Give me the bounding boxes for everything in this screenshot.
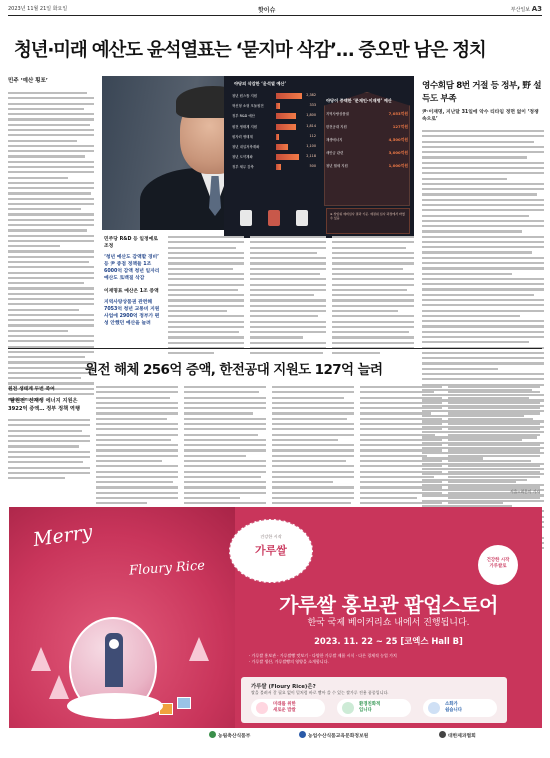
header-page-number: A3 bbox=[531, 5, 542, 13]
infographic-icons bbox=[240, 210, 308, 226]
infographic-left-title: 야당의 삭감한 ‘윤석열 예산’ bbox=[234, 81, 287, 86]
infographic-left-row bbox=[232, 153, 316, 162]
article-column-4 bbox=[250, 236, 326, 343]
tree-icon bbox=[49, 675, 69, 699]
gift-icon bbox=[177, 697, 191, 709]
ad-notes bbox=[249, 653, 539, 665]
article-subhead-2: ‘청년 예산도 감액할 경비’ 등 尹 중점 정책들 1조6000억 감액 청년 일자리 예산도 토백질 삭감 bbox=[104, 255, 160, 281]
story2-column-2-text bbox=[96, 386, 178, 515]
story2-column-3 bbox=[184, 386, 266, 498]
infographic-right-row bbox=[326, 121, 408, 134]
right-column-headline: 영수회담 8번 거절 등 정부, 野 설득도 부족 bbox=[422, 81, 542, 104]
ad-subtitle: 한국 국제 베이커리쇼 내에서 진행됩니다. bbox=[307, 618, 470, 628]
article-subhead-3: 이재명표 예산은 1조 증액 bbox=[104, 289, 159, 294]
infographic-left-label: 청년 원스톱 지원 bbox=[232, 94, 258, 98]
article-column-2 bbox=[104, 236, 160, 343]
infographic-left-row bbox=[232, 92, 316, 101]
infographic-left-value: 2,118 bbox=[306, 154, 316, 159]
infographic-left-label: 청년 내일저축계좌 bbox=[232, 144, 260, 149]
ad-floury-rice-script: Floury Rice bbox=[128, 558, 206, 579]
infographic-left-label: 원자력 생태계 bbox=[232, 134, 253, 139]
infographic-left-value: 333 bbox=[309, 103, 316, 108]
infographic-left-bar bbox=[276, 164, 281, 170]
ad-logo-line1: 건강한 시작 bbox=[260, 534, 282, 539]
infographic-right-row bbox=[326, 160, 408, 173]
infographic-left-row bbox=[232, 143, 316, 152]
lead-column bbox=[8, 76, 94, 401]
infographic-left-bar bbox=[276, 154, 299, 160]
infographic-left-row bbox=[232, 123, 316, 132]
ad-note-line: · 가루쌀 생산, 가루쌀빵의 영양을 소개합니다. bbox=[249, 659, 329, 664]
story2-column-5 bbox=[360, 386, 442, 498]
sponsor-epis bbox=[299, 731, 368, 739]
sponsor-logo-icon bbox=[209, 731, 216, 738]
ad-pill-label: 환경친화적 입니다 bbox=[359, 702, 381, 713]
infographic-left-label: 청년 도약계좌 bbox=[232, 155, 253, 160]
ad-pill-eco bbox=[337, 699, 411, 717]
header-date: 2023년 11월 21일 화요일 bbox=[8, 6, 68, 12]
story2-column-5-text bbox=[360, 386, 442, 515]
story2-column-6-text bbox=[448, 386, 540, 504]
snow-globe-base bbox=[67, 693, 163, 719]
main-headline: 청년·미래 예산도 윤석열표는 ‘묻지마 삭감’… 증오만 남은 정치 bbox=[14, 40, 486, 61]
sponsor-logo-icon bbox=[299, 731, 306, 738]
ad-panel-sub: 쌀을 불려서 갈 필요 없이 밀처럼 바로 빻아 쓸 수 있는 쌀가루 전용 품종입니다. bbox=[251, 690, 389, 695]
rice-icon bbox=[256, 702, 268, 714]
ad-date: 2023. 11. 22 ~ 25 [코엑스 Hall B] bbox=[314, 636, 463, 646]
story2-column-6 bbox=[448, 386, 540, 498]
infographic-left-label: 혁신형 소형 모듈원전 bbox=[232, 104, 264, 109]
infographic-left-row bbox=[232, 163, 316, 172]
infographic-note: ※ 상임위 예비심사 결과 기준. 예결위 심사 과정에서 바뀔 수 있음 bbox=[330, 212, 405, 221]
leaf-icon bbox=[342, 702, 354, 714]
story2-column-2 bbox=[96, 386, 178, 498]
infographic-left-value: 1,100 bbox=[306, 143, 316, 148]
infographic-left-bar bbox=[276, 103, 280, 109]
ad-badge bbox=[478, 545, 518, 585]
ad-merry-script: Merry bbox=[31, 520, 94, 552]
ad-title: 가루쌀 홍보관 팝업스토어 bbox=[279, 593, 498, 617]
sponsor-bakery-assoc bbox=[439, 731, 476, 739]
article-column-5 bbox=[332, 236, 414, 343]
story2-column-4 bbox=[272, 386, 354, 498]
clock-icon bbox=[109, 639, 119, 649]
story2-byline: 서울=최은미 기자 bbox=[509, 489, 540, 494]
tree-icon bbox=[189, 637, 209, 661]
sponsor-name: 대한제과협회 bbox=[448, 734, 476, 739]
infographic-right-row bbox=[326, 108, 408, 121]
header-rule bbox=[8, 15, 542, 16]
article-column-3 bbox=[168, 236, 244, 343]
ad-sponsor-bar bbox=[9, 728, 542, 742]
infographic-left-label: 정부 R&D 예산 bbox=[232, 114, 255, 119]
infographic-left-value: 500 bbox=[309, 164, 316, 169]
budget-infographic bbox=[224, 76, 414, 238]
sponsor-name: 농업수산식품교육문화정보원 bbox=[308, 734, 369, 739]
infographic-right-value: 7,053억원 bbox=[388, 111, 408, 116]
infographic-left-bar bbox=[276, 93, 302, 99]
story2-column-4-text bbox=[272, 386, 354, 515]
article-column-3-text bbox=[168, 236, 244, 354]
article-column-4-text bbox=[250, 236, 326, 354]
ad-logo-circle bbox=[229, 519, 313, 583]
article-subhead-4: 지역사랑상품권 관련해 7053억 청년 교통비 지원 사업에 2900억 정부가 편성 안했던 예산을 늘려 bbox=[104, 300, 160, 326]
infographic-left-value: 112 bbox=[309, 133, 316, 138]
sponsor-logo-icon bbox=[439, 731, 446, 738]
right-column-sub: 尹·이재명, 지난달 31일에 악수 티타임 정면 없이 ‘정쟁 속으로’ bbox=[422, 110, 539, 122]
infographic-left-bar bbox=[276, 134, 279, 140]
infographic-left-list bbox=[232, 92, 316, 174]
page-header bbox=[8, 5, 542, 15]
tree-icon bbox=[31, 647, 51, 671]
document-icon bbox=[296, 210, 308, 226]
story2-kicker-sub: ‘탈원전’ 신재생 에너지 지원은 3922억 증액… 정부 정책 역행 bbox=[8, 398, 80, 412]
infographic-right-value: 4,500억원 bbox=[388, 137, 408, 142]
lead-body-text bbox=[8, 92, 94, 401]
infographic-left-bar bbox=[276, 113, 296, 119]
ad-pill-label: 미래를 위한 새로운 밥쌀 bbox=[273, 702, 296, 713]
ad-note-line: · 가루쌀 홍보관 · 가루쌀빵 맛보기 · 다양한 가루쌀 제품 시식 · 다른 경제적 농업 가치 bbox=[249, 653, 397, 658]
infographic-left-bar bbox=[276, 124, 296, 130]
infographic-right-title: 야당이 증액한 ‘문재인·이재명’ 예산 bbox=[326, 98, 392, 103]
ad-pill-label: 소화가 쉽습니다 bbox=[445, 702, 462, 713]
sponsor-mafra bbox=[209, 731, 250, 739]
document-icon bbox=[240, 210, 252, 226]
snow-globe-illustration bbox=[69, 617, 157, 717]
ad-badge-text: 건강한 시작 가루쌀로 bbox=[486, 558, 510, 569]
section-divider bbox=[8, 348, 542, 349]
infographic-left-value: 2,382 bbox=[306, 93, 316, 97]
infographic-right-label: 지역사랑상품권 bbox=[326, 112, 349, 116]
story2-headline: 원전 해체 256억 증액, 한전공대 지원도 127억 늘려 bbox=[85, 362, 383, 378]
infographic-left-row bbox=[232, 133, 316, 142]
infographic-right-value: 1,000억원 bbox=[388, 163, 408, 168]
ad-pill-digest bbox=[423, 699, 497, 717]
story2-left-column bbox=[8, 385, 90, 479]
story2-kicker: 원전 생태계 두번 죽여 bbox=[8, 387, 55, 392]
article-subhead-1: 민주당 R&D 등 일정예로 조정 bbox=[104, 237, 158, 249]
lead-kicker: 민주 ‘예산 횡포’ bbox=[8, 78, 48, 84]
infographic-left-bar bbox=[276, 144, 288, 150]
story2-column-3-text bbox=[184, 386, 266, 515]
infographic-left-value: 1,800 bbox=[306, 113, 316, 118]
header-paper-name: 부산일보 bbox=[510, 7, 531, 13]
infographic-right-label: 한전공대 지원 bbox=[326, 125, 347, 129]
article-column-5-text bbox=[332, 236, 414, 354]
ad-logo-line2: 가루쌀 bbox=[255, 544, 287, 557]
stomach-icon bbox=[428, 702, 440, 714]
infographic-left-value: 1,814 bbox=[306, 123, 316, 128]
infographic-right-row bbox=[326, 134, 408, 147]
ad-pill-new-rice bbox=[251, 699, 325, 717]
sponsor-name: 농림축산식품부 bbox=[218, 734, 251, 739]
header-paper bbox=[511, 5, 542, 13]
infographic-right-list bbox=[326, 108, 408, 173]
infographic-right-label: 청년 월세 지원 bbox=[326, 164, 348, 168]
infographic-right-value: 127억원 bbox=[392, 124, 408, 129]
money-icon bbox=[268, 210, 280, 226]
infographic-right-value: 3,000억원 bbox=[388, 150, 408, 155]
header-section: 핫이슈 bbox=[258, 7, 276, 14]
infographic-right-row bbox=[326, 147, 408, 160]
infographic-left-row bbox=[232, 102, 316, 111]
ad-panel-title: 가루쌀 (Floury Rice)은? bbox=[251, 684, 316, 690]
story2-left-text bbox=[8, 419, 90, 479]
infographic-left-label: 정부 채무 감축 bbox=[232, 165, 254, 170]
floury-rice-advertisement[interactable] bbox=[9, 507, 542, 742]
infographic-right-label: 재생에너지 bbox=[326, 138, 343, 142]
infographic-note-box bbox=[326, 208, 410, 234]
infographic-right-label: 새만금 관련 bbox=[326, 151, 344, 155]
infographic-left-label: 원전 생태계 지원 bbox=[232, 124, 258, 129]
infographic-left-row bbox=[232, 112, 316, 121]
ad-info-panel bbox=[241, 677, 507, 723]
